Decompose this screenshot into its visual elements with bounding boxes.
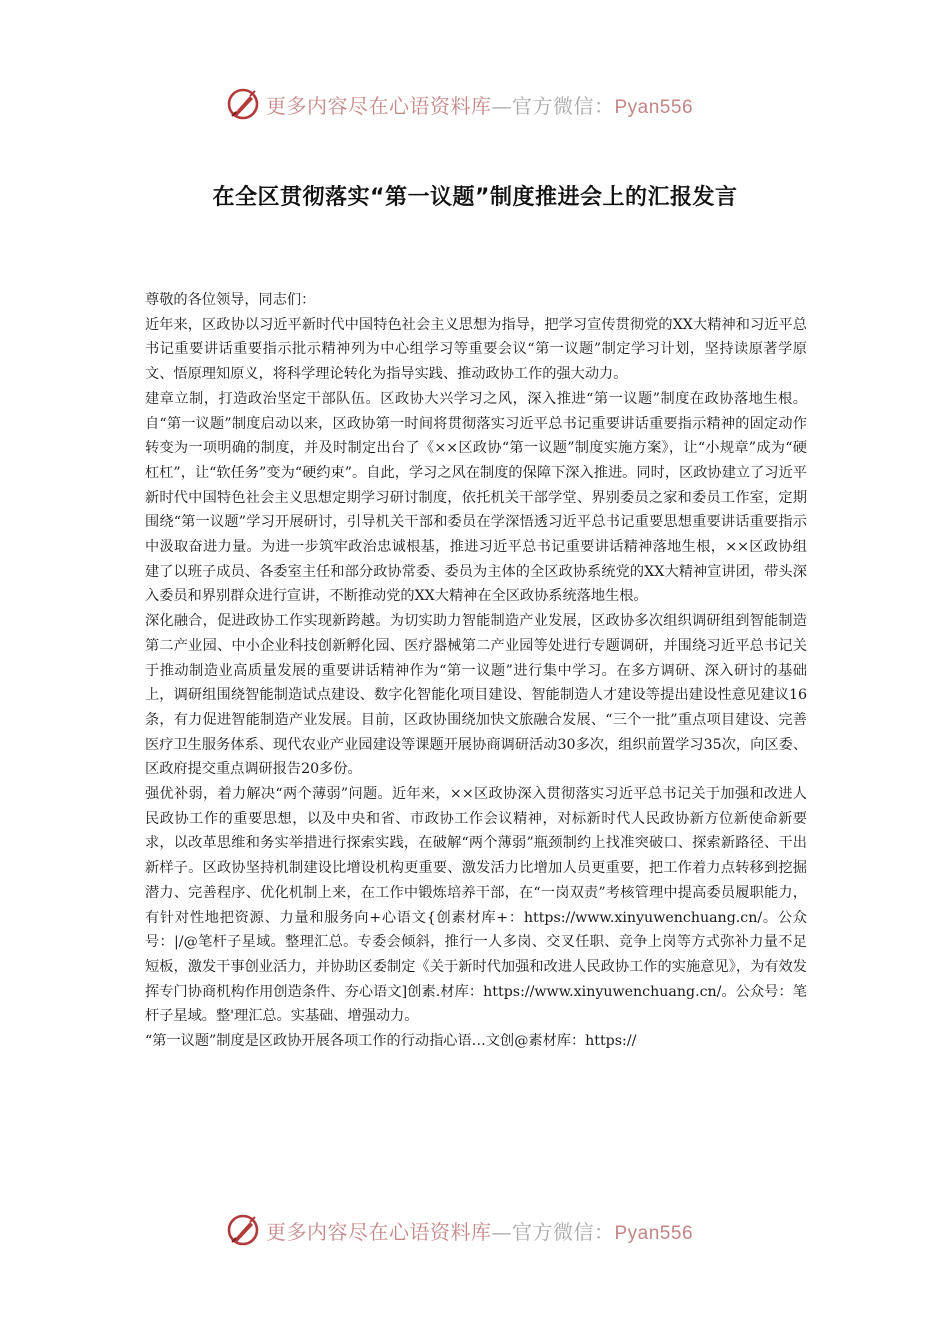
- banner-wechat-label: 官方微信：: [512, 93, 615, 118]
- banner-text: [266, 1216, 693, 1245]
- banner-text: [266, 90, 693, 119]
- header-banner: [226, 84, 726, 124]
- body-paragraph: 建章立制，打造政治坚定干部队伍。区政协大兴学习之风，深入推进“第一议题”制度在政协落地生根。自“第一议题”制度启动以来，区政协第一时间将贯彻落实习近平总书记重要讲话重要指示精神的固定动作转变为一项明确的制度，并及时制定出台了《××区政协“第一议题”制度实施方案》，让“小规章”成为“硬杠杠”，让“软任务”变为“硬约束”。自此，学习之风在制度的保障下深入推进。同时，区政协建立了习近平新时代中国特色社会主义思想定期学习研讨制度，依托机关干部学堂、界别委员之家和委员工作室，定期围绕“第一议题”学习开展研讨，引导机关干部和委员在学深悟透习近平总书记重要思想重要讲话重要指示中汲取奋进力量。为进一步筑牢政治忠诚根基，推进习近平总书记重要讲话精神落地生根，××区政协组建了以班子成员、各委室主任和部分政协常委、委员为主体的全区政协系统党的XX大精神宣讲团，带头深入委员和界别群众进行宣讲，不断推动党的XX大精神在全区政协系统落地生根。: [145, 390, 807, 605]
- body-paragraph: 深化融合，促进政协工作实现新跨越。为切实助力智能制造产业发展，区政协多次组织调研组到智能制造第二产业园、中小企业科技创新孵化园、医疗器械第二产业园等处进行专题调研，并围绕习近平总书记关于推动制造业高质量发展的重要讲话精神作为“第一议题”进行集中学习。在多方调研、深入研讨的基础上，调研组围绕智能制造试点建设、数字化智能化项目建设、智能制造人才建设等提出建设性意见建议16条，有力促进智能制造产业发展。目前，区政协围绕加快文旅融合发展、“三个一批”重点项目建设、完善医疗卫生服务体系、现代农业产业园建设等课题开展协商调研活动30多次，组织前置学习35次，向区委、区政府提交重点调研报告20多份。: [145, 613, 808, 778]
- body-paragraph: “第一议题”制度是区政协开展各项工作的行动指心语…文创@素材库：https://: [145, 1033, 637, 1050]
- banner-wechat-label: 官方微信：: [512, 1219, 615, 1244]
- banner-brand: 更多内容尽在心语资料库: [266, 93, 492, 118]
- banner-separator: —: [491, 93, 512, 118]
- quill-pen-logo-icon: [226, 87, 260, 121]
- body-paragraph: 近年来，区政协以习近平新时代中国特色社会主义思想为指导，把学习宣传贯彻党的XX大精神和习近平总书记重要讲话重要指示批示精神列为中心组学习等重要会议“第一议题”制定学习计划，坚持读原著学原文、悟原理知原义，将科学理论转化为指导实践、推动政协工作的强大动力。: [145, 316, 807, 383]
- banner-brand: 更多内容尽在心语资料库: [266, 1219, 492, 1244]
- quill-pen-logo-icon: [226, 1213, 260, 1247]
- salutation: 尊敬的各位领导，同志们：: [145, 292, 316, 308]
- banner-separator: —: [491, 1219, 512, 1244]
- document-title: 在全区贯彻落实“第一议题”制度推进会上的汇报发言: [212, 185, 738, 210]
- body-paragraph: 强优补弱，着力解决“两个薄弱”问题。近年来，××区政协深入贯彻落实习近平总书记关于加强和改进人民政协工作的重要思想，以及中央和省、市政协工作会议精神，对标新时代人民政协新方位新使命新要求，以改革思维和务实举措进行探索实践，在破解“两个薄弱”瓶颈制约上找准突破口、探索新路径、干出新样子。区政协坚持机制建设比增设机构更重要、激发活力比增加人员更重要，把工作着力点转移到挖掘潜力、完善程序、优化机制上来，在工作中锻炼培养干部，在“一岗双责”考核管理中提高委员履职能力，有针对性地把资源、力量和服务向+心语文{创素材库+：https://www.xinyuwenchuang.cn/。公众号：|/@笔杆子星域。整理汇总。专委会倾斜，推行一人多岗、交叉任职、竞争上岗等方式弥补力量不足短板，激发干事创业活力，并协助区委制定《关于新时代加强和改进人民政协工作的实施意见》，为有效发挥专门协商机构作用创造条件、夯心语文]创素.材库：https://www.xinyuwenchuang.cn/。公众号：笔杆子星域。整'理汇总。实基础、增强动力。: [145, 786, 807, 1025]
- document-body: [145, 288, 807, 1054]
- banner-wechat-id: Pyan556: [614, 96, 694, 118]
- banner-wechat-id: Pyan556: [614, 1222, 694, 1244]
- footer-banner: [226, 1210, 726, 1250]
